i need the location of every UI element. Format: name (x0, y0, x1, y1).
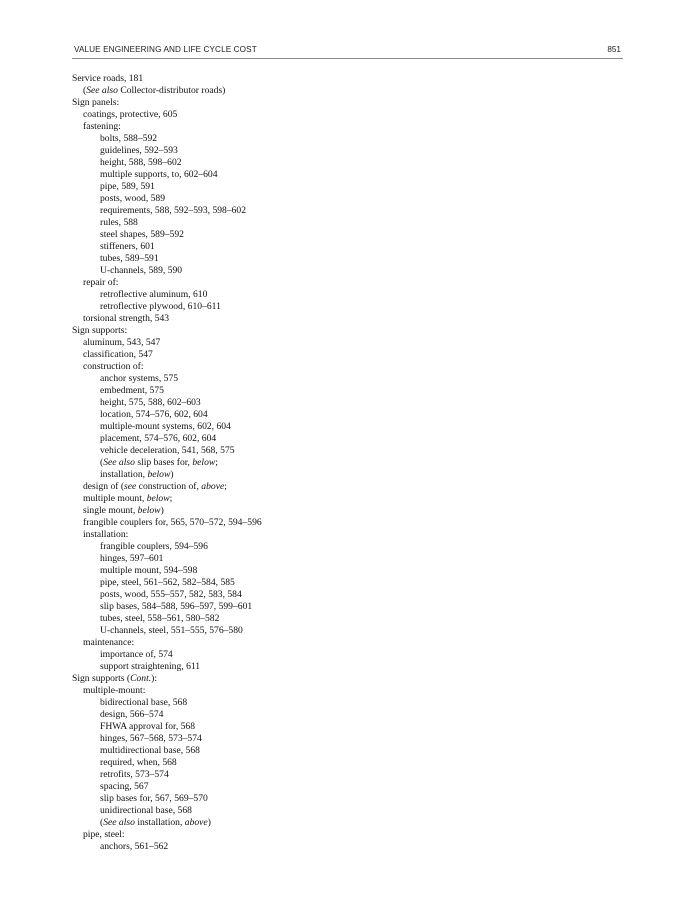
index-entry-text: FHWA approval for, 568 (100, 721, 196, 732)
index-entry-text: hinges, 597–601 (100, 553, 164, 564)
index-entry-text: pipe, steel, 561–562, 582–584, 585 (100, 577, 235, 588)
index-entry (72, 841, 623, 853)
index-entry (72, 493, 623, 505)
index-entry (72, 445, 623, 457)
index-entry (72, 601, 623, 613)
index-entry-italic-text: below (137, 505, 161, 516)
index-entry (72, 637, 623, 649)
index-entry-text: bidirectional base, 568 (100, 697, 188, 708)
index-entry (72, 289, 623, 301)
index-entry-italic-text: above (184, 817, 208, 828)
index-entry (72, 385, 623, 397)
index-entry (72, 97, 623, 109)
index-entry-text: multiple mount, 594–598 (100, 565, 198, 576)
index-entry (72, 421, 623, 433)
index-entry (72, 505, 623, 517)
index-entry (72, 697, 623, 709)
index-entry-text: repair of: (83, 277, 119, 288)
index-entry-italic-text: below (147, 469, 171, 480)
index-entry (72, 133, 623, 145)
index-entry-text: Collector-distributor roads) (117, 85, 226, 96)
index-entry (72, 85, 623, 97)
index-entry (72, 121, 623, 133)
index-entry-text: tubes, steel, 558–561, 580–582 (100, 613, 220, 624)
index-entry-text: importance of, 574 (100, 649, 173, 660)
index-entry-text: ) (207, 817, 211, 828)
index-entry-text: ) (160, 505, 164, 516)
index-entry-text: tubes, 589–591 (100, 253, 159, 264)
index-entry (72, 457, 623, 469)
index-entry-text: anchors, 561–562 (100, 841, 169, 852)
index-entry-italic-text: see (124, 481, 137, 492)
index-entry (72, 625, 623, 637)
index-entry (72, 409, 623, 421)
index-entry-text: maintenance: (83, 637, 135, 648)
index-entry-text: steel shapes, 589–592 (100, 229, 184, 240)
index-entry-text: ( (100, 817, 104, 828)
index-entry-text: height, 588, 598–602 (100, 157, 182, 168)
index-entry (72, 145, 623, 157)
index-entry-text: Sign supports ( (72, 673, 131, 684)
index-entry (72, 553, 623, 565)
index-entry-italic-text: Cont. (130, 673, 152, 684)
index-entry-text: installation, (134, 817, 185, 828)
index-entry-text: multiple-mount: (83, 685, 146, 696)
index-entry (72, 361, 623, 373)
index-entry-text: slip bases for, (134, 457, 193, 468)
index-entry-text: frangible couplers for, 565, 570–572, 594–596 (83, 517, 262, 528)
index-entry-text: slip bases for, 567, 569–570 (100, 793, 208, 804)
index-entry (72, 613, 623, 625)
index-entry (72, 469, 623, 481)
index-entry (72, 241, 623, 253)
index-entry-text: Sign panels: (72, 97, 120, 108)
index-entry (72, 169, 623, 181)
index-entry-text: Service roads, 181 (72, 73, 144, 84)
index-entry-text: retroflective aluminum, 610 (100, 289, 208, 300)
index-entry (72, 205, 623, 217)
page-number: 851 (607, 45, 621, 54)
index-entry (72, 673, 623, 685)
index-entry-text: hinges, 567–568, 573–574 (100, 733, 202, 744)
index-entry (72, 805, 623, 817)
index-entry-text: requirements, 588, 592–593, 598–602 (100, 205, 247, 216)
running-header (72, 44, 623, 59)
index-entry (72, 517, 623, 529)
index-entry-text: ( (100, 457, 104, 468)
index-entry-text: aluminum, 543, 547 (83, 337, 161, 348)
index-entry (72, 109, 623, 121)
index-entry (72, 337, 623, 349)
index-entry-text: unidirectional base, 568 (100, 805, 192, 816)
index-entry-text: pipe, 589, 591 (100, 181, 155, 192)
index-entry (72, 541, 623, 553)
index-entry (72, 781, 623, 793)
index-entry (72, 265, 623, 277)
index-entry-text: support straightening, 611 (100, 661, 201, 672)
index-entry (72, 565, 623, 577)
index-entry (72, 529, 623, 541)
index-entry-text: multiple supports, to, 602–604 (100, 169, 218, 180)
index-entry-text: posts, wood, 589 (100, 193, 166, 204)
index-entry (72, 73, 623, 85)
index-entry-text: guidelines, 592–593 (100, 145, 178, 156)
index-entry-text: installation, (100, 469, 148, 480)
index-entry-italic-text: below (192, 457, 216, 468)
index-entry-text: retrofits, 573–574 (100, 769, 169, 780)
index-entry (72, 433, 623, 445)
index-entry (72, 373, 623, 385)
index-entry-text: ; (169, 493, 173, 504)
index-entry (72, 745, 623, 757)
index-entry-text: fastening: (83, 121, 121, 132)
index-entry-text: ; (224, 481, 227, 492)
index-entry-text: U-channels, steel, 551–555, 576–580 (100, 625, 243, 636)
index-entry (72, 217, 623, 229)
index-entry (72, 685, 623, 697)
index-entry (72, 349, 623, 361)
index-entry-text: ): (151, 673, 158, 684)
index-entry (72, 253, 623, 265)
index-entry-text: ) (170, 469, 174, 480)
index-entry-text: torsional strength, 543 (83, 313, 170, 324)
index-entry (72, 193, 623, 205)
index-entry-text: bolts, 588–592 (100, 133, 158, 144)
index-entry-text: single mount, (83, 505, 138, 516)
index-entry (72, 577, 623, 589)
index-entry (72, 817, 623, 829)
index-entry-text: multidirectional base, 568 (100, 745, 200, 756)
index-entry-text: slip bases, 584–588, 596–597, 599–601 (100, 601, 253, 612)
index-entry-text: location, 574–576, 602, 604 (100, 409, 208, 420)
index-entry (72, 721, 623, 733)
index-entry-text: embedment, 575 (100, 385, 164, 396)
index-entry (72, 397, 623, 409)
index-entry (72, 313, 623, 325)
running-title: VALUE ENGINEERING AND LIFE CYCLE COST (74, 45, 257, 54)
index-entry-text: retroflective plywood, 610–611 (100, 301, 221, 312)
index-entry (72, 589, 623, 601)
index-entry-text: ( (83, 85, 87, 96)
index-entry-text: anchor systems, 575 (100, 373, 179, 384)
index-entry-text: spacing, 567 (100, 781, 149, 792)
index-entry (72, 709, 623, 721)
index-entry-text: placement, 574–576, 602, 604 (100, 433, 217, 444)
index-entry-text: design, 566–574 (100, 709, 164, 720)
index-entry-text: stiffeners, 601 (100, 241, 155, 252)
index-entry (72, 829, 623, 841)
index-entry-italic-text: below (146, 493, 170, 504)
index-entry-text: classification, 547 (83, 349, 153, 360)
index-entry (72, 325, 623, 337)
index-entry-text: Sign supports: (72, 325, 128, 336)
index-entry (72, 301, 623, 313)
index-entry-italic-text: See also (86, 85, 118, 96)
index-entry-italic-text: above (201, 481, 225, 492)
index-entry-text: posts, wood, 555–557, 582, 583, 584 (100, 589, 242, 600)
index-entry-text: vehicle deceleration, 541, 568, 575 (100, 445, 235, 456)
index-entry-text: U-channels, 589, 590 (100, 265, 183, 276)
index-entry (72, 733, 623, 745)
index-entry (72, 793, 623, 805)
index-entry (72, 649, 623, 661)
index-entry-text: multiple mount, (83, 493, 147, 504)
index-entry-text: height, 575, 588, 602–603 (100, 397, 201, 408)
index-entry-text: rules, 588 (100, 217, 138, 228)
index-entry-text: design of ( (83, 481, 125, 492)
index-entry-text: installation: (83, 529, 129, 540)
index-entry (72, 661, 623, 673)
index-entry-text: pipe, steel: (83, 829, 125, 840)
index-entry-italic-text: See also (103, 457, 135, 468)
index-entry-italic-text: See also (103, 817, 135, 828)
index-entry (72, 481, 623, 493)
index-list (72, 73, 623, 853)
index-entry (72, 157, 623, 169)
index-entry-text: multiple-mount systems, 602, 604 (100, 421, 231, 432)
index-entry-text: coatings, protective, 605 (83, 109, 178, 120)
index-entry-text: construction of, (136, 481, 202, 492)
index-entry (72, 181, 623, 193)
index-entry (72, 229, 623, 241)
index-entry (72, 277, 623, 289)
index-entry-text: construction of: (83, 361, 144, 372)
index-entry-text: required, when, 568 (100, 757, 177, 768)
index-entry-text: frangible couplers, 594–596 (100, 541, 208, 552)
index-entry-text: ; (215, 457, 218, 468)
index-entry (72, 757, 623, 769)
index-entry (72, 769, 623, 781)
